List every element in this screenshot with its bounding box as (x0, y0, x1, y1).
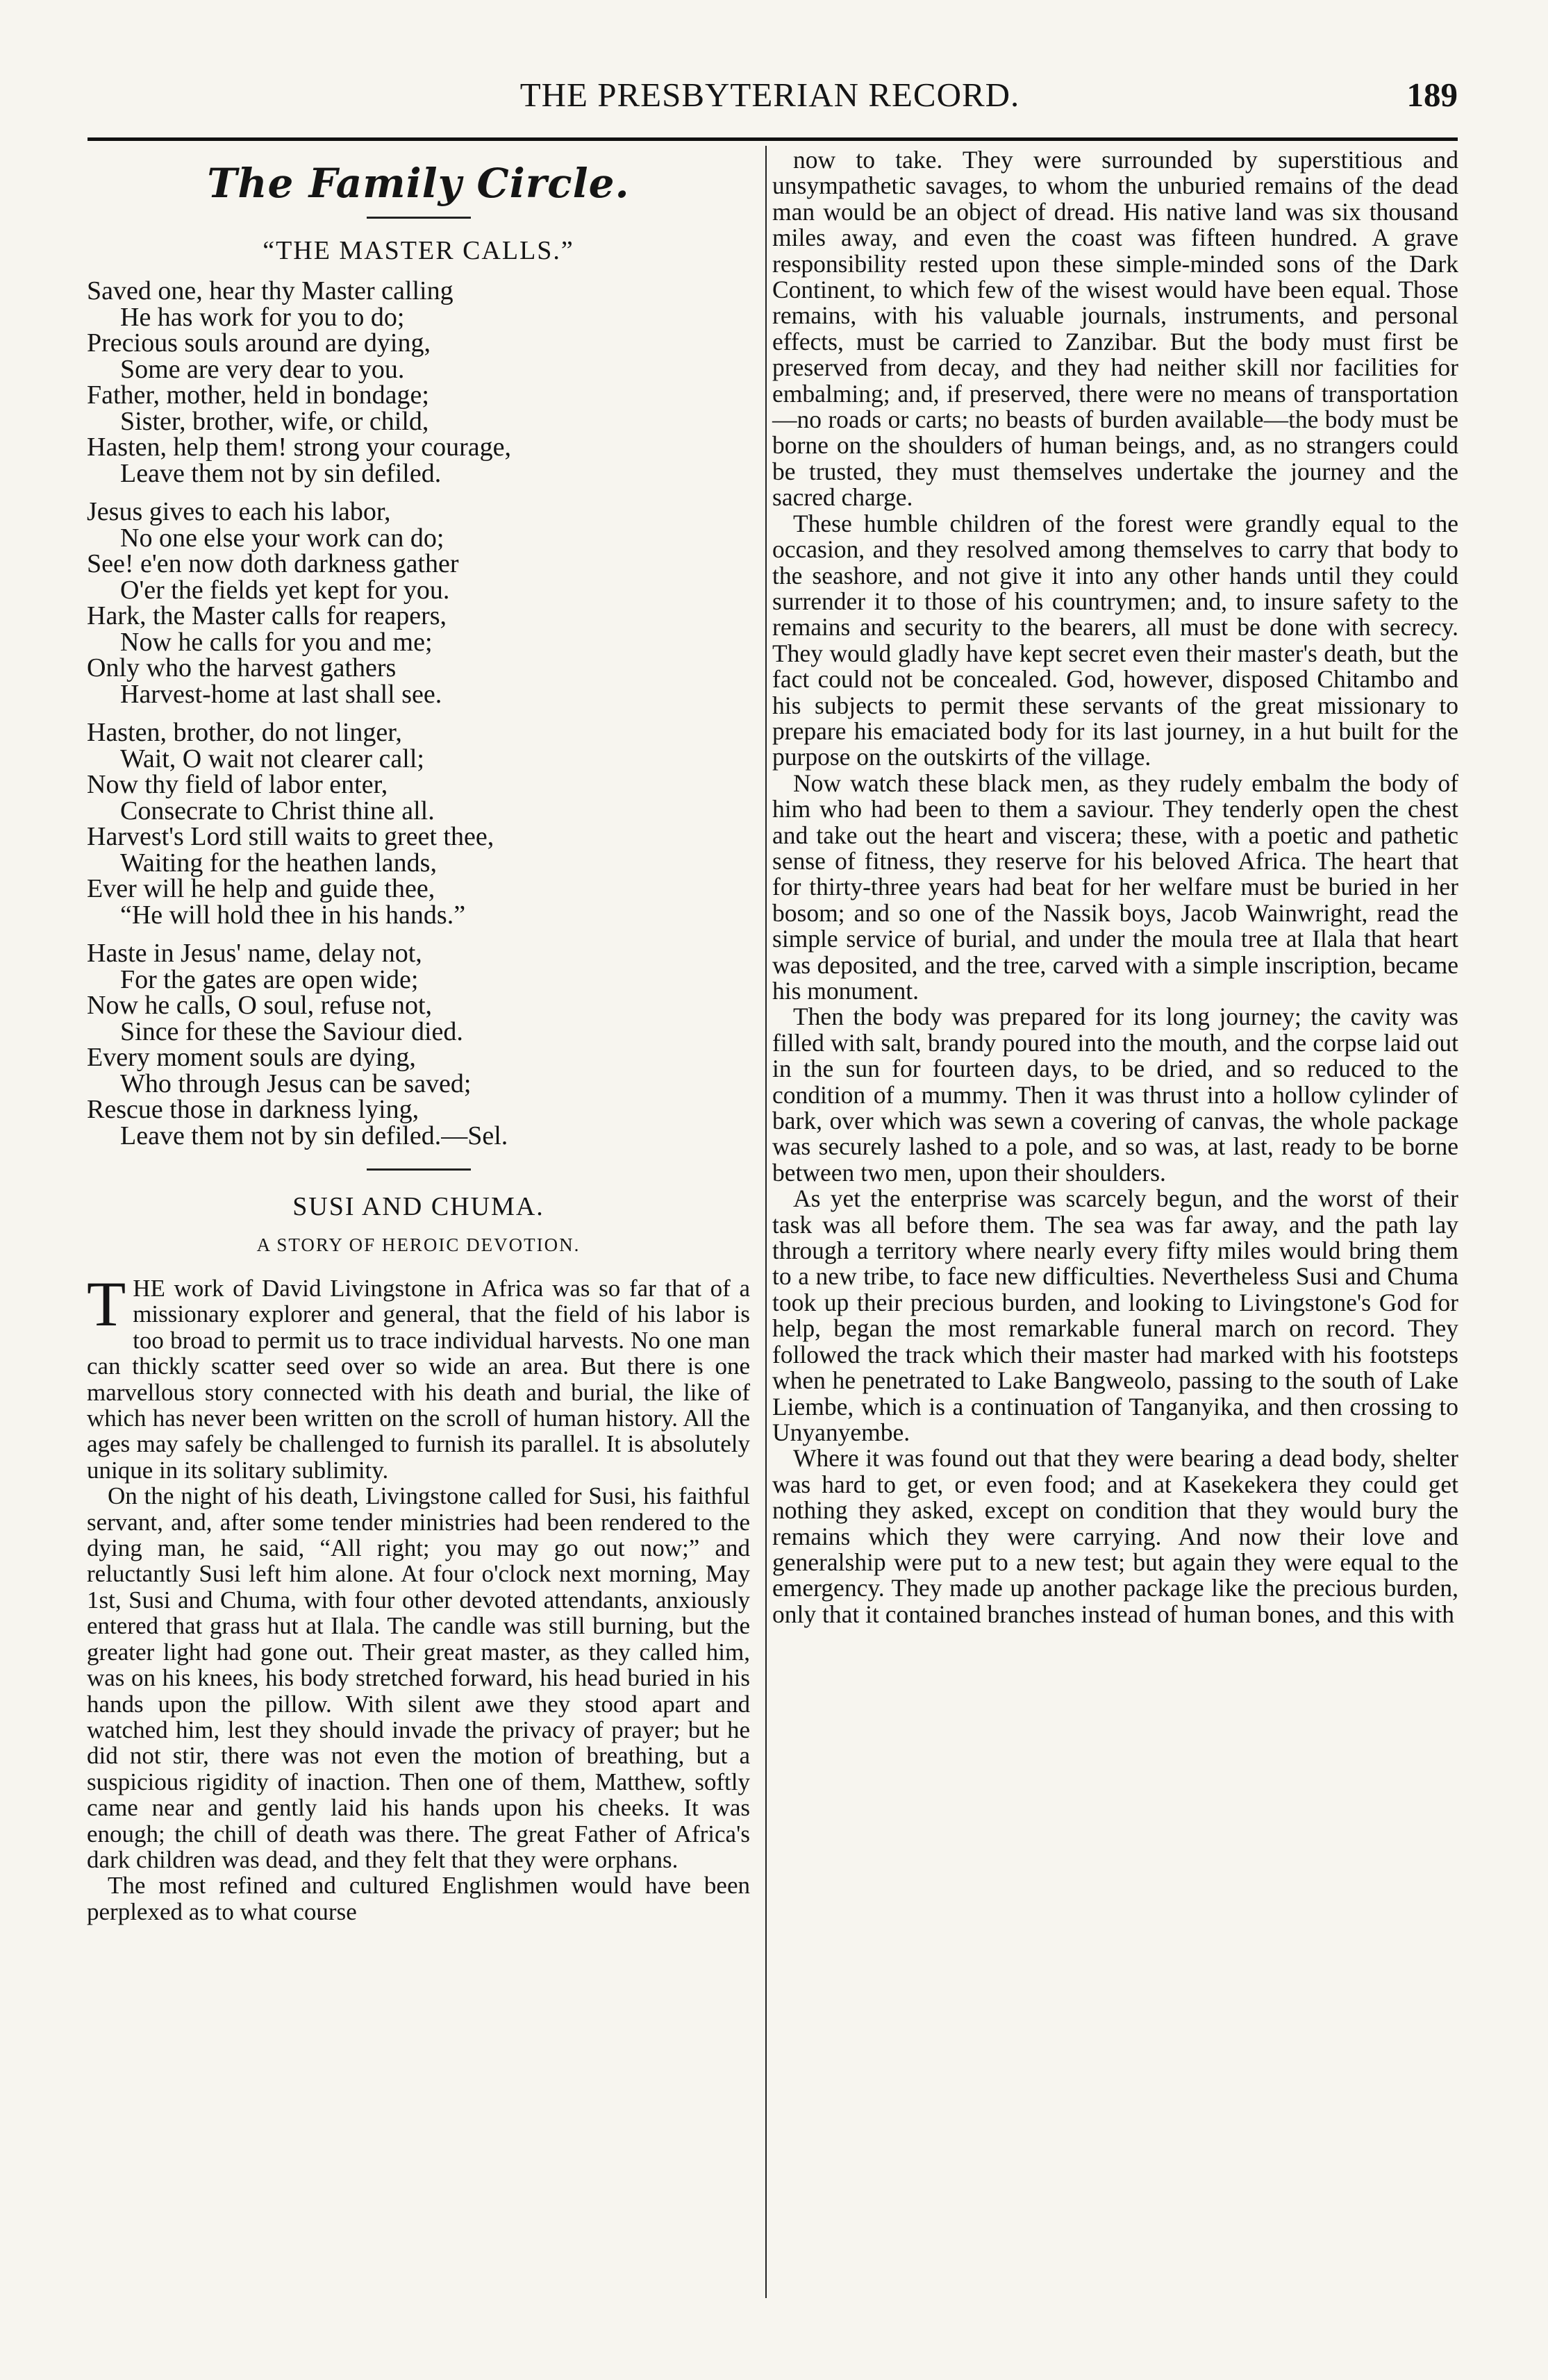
poem-line: Ever will he help and guide thee, (87, 874, 435, 903)
poem-line: Precious souls around are dying, (87, 328, 431, 358)
poem-line: Leave them not by sin defiled.—Sel. (120, 1121, 508, 1150)
column-divider (765, 146, 767, 2298)
poem-line: “He will hold thee in his hands.” (120, 900, 466, 930)
story-paragraph: Where it was found out that they were bearing a dead body, shelter was hard to get, or even food; and at Kasekekera they could get nothing they asked, except on condition that they would bury the remains which they were carrying. And now their love and generalship were put to a new test; but again they were equal to the emergency. They made up another package like the precious burden, only that it contained branches instead of human bones, and this with (772, 1444, 1458, 1628)
story-paragraph: Then the body was prepared for its long journey; the cavity was filled with salt, brandy poured into the mouth, and the corpse laid out in the sun for fourteen days, to be dried, and so reduced to the condition of a mummy. Then it was thrust into a hollow cylinder of bark, over which was sewn a covering of canvas, the whole package was securely lashed to a pole, and so was, at last, ready to be borne between two men, upon their shoulders. (772, 1003, 1458, 1187)
section-heading: The Family Circle. (207, 160, 630, 207)
poem-line: For the gates are open wide; (120, 964, 419, 994)
poem-stanza (87, 720, 750, 928)
left-column (87, 147, 750, 1925)
poem-line: Consecrate to Christ thine all. (120, 796, 435, 826)
poem-stanza (87, 941, 750, 1149)
story-subtitle: A STORY OF HEROIC DEVOTION. (256, 1234, 581, 1255)
poem-line: Every moment souls are dying, (87, 1043, 416, 1072)
poem-line: Now he calls for you and me; (120, 627, 433, 657)
poem-line: Hasten, help them! strong your courage, (87, 433, 511, 462)
poem (87, 278, 750, 1149)
poem-line: Some are very dear to you. (120, 354, 405, 384)
poem-line: Hasten, brother, do not linger, (87, 718, 402, 747)
right-column (772, 147, 1458, 1627)
poem-line: Rescue those in darkness lying, (87, 1095, 419, 1124)
poem-line: Hark, the Master calls for reapers, (87, 601, 447, 630)
poem-line: O'er the fields yet kept for you. (120, 575, 450, 605)
poem-line: Who through Jesus can be saved; (120, 1069, 472, 1098)
journal-title: THE PRESBYTERIAN RECORD. (519, 76, 1020, 114)
poem-stanza (87, 499, 750, 707)
story-paragraph: The most refined and cultured Englishmen would have been perplexed as to what course (87, 1872, 750, 1925)
poem-line: He has work for you to do; (120, 302, 405, 332)
poem-line: Waiting for the heathen lands, (120, 848, 437, 878)
story-paragraph: These humble children of the forest were grandly equal to the occasion, and they resolved among themselves to carry that body to the seashore, and not give it into any other hands until they could surrender it to those of his countrymen; and, to insure safety to the remains and security to the bearers, all must be done with secrecy. They would gladly have kept secret even their master's death, but the fact could not be concealed. God, however, disposed Chitambo and his subjects to permit these servants of the great missionary to prepare his emaciated body for its last journey, in a hut built for the purpose on the outskirts of the village. (772, 509, 1458, 771)
poem-line: Harvest's Lord still waits to greet thee, (87, 822, 494, 851)
story-paragraph: now to take. They were surrounded by superstitious and unsympathetic savages, to whom the unburied remains of the dead man would be an object of dread. His native land was six thousand miles away, and even the coast was fifteen hundred. A grave responsibility rested upon these simple-minded sons of the Dark Continent, to which few of the wisest would have been equal. Those remains, with his valuable journals, instruments, and personal effects, must be carried to Zanzibar. But the body must first be preserved from decay, and they had neither skill nor facilities for embalming; and, if preserved, there were no means of transportation—no roads or carts; no beasts of burden available—the body must be borne on the shoulders of human beings, and, as no strangers could be trusted, they must themselves undertake the journey and the sacred charge. (772, 146, 1458, 512)
poem-line: No one else your work can do; (120, 523, 444, 553)
poem-line: Wait, O wait not clearer call; (120, 744, 424, 773)
poem-line: Since for these the Saviour died. (120, 1016, 463, 1046)
poem-line: Harvest-home at last shall see. (120, 679, 442, 709)
story-paragraph: THE work of David Livingstone in Africa was so far that of a missionary explorer and general, that the field of his labor is too broad to permit us to trace individual harvests. No one man can thickly scatter seed over so wide an area. But there is one marvellous story connected with his death and burial, the like of which has never been written on the scroll of human history. All the ages may safely be challenged to furnish its parallel. It is absolutely unique in its solitary sublimity. (87, 1268, 750, 1484)
header-rule (88, 137, 1458, 141)
section-divider (367, 1168, 471, 1171)
poem-line: Sister, brother, wife, or child, (120, 406, 429, 436)
story-text-left (87, 1268, 750, 1925)
poem-line: Haste in Jesus' name, delay not, (87, 939, 422, 968)
poem-line: Now he calls, O soul, refuse not, (87, 991, 433, 1020)
poem-line: See! e'en now doth darkness gather (87, 549, 459, 578)
poem-stanza (87, 278, 750, 487)
story-paragraph: On the night of his death, Livingstone called for Susi, his faithful servant, and, after some tender ministries had been rendered to the dying man, he said, “All right; you may go out now;” and reluctantly Susi left him alone. At four o'clock next morning, May 1st, Susi and Chuma, with four other devoted attendants, anxiously entered that grass hut at Ilala. The candle was still burning, but the greater light had gone out. Their great master, as they called him, was on his knees, his body stretched forward, his head buried in his hands upon the pillow. With silent awe they stood apart and watched him, lest they should invade the privacy of prayer; but he did not stir, there was not even the motion of breathing, but a suspicious rigidity of inaction. Then one of them, Matthew, softly came near and gently laid his hands upon his cheeks. It was enough; the chill of death was there. The great Father of Africa's dark children was dead, and they felt that they were orphans. (87, 1482, 750, 1873)
poem-line: Father, mother, held in bondage; (87, 380, 429, 410)
poem-line: Saved one, hear thy Master calling (87, 276, 453, 305)
story-text-right (772, 147, 1458, 1627)
poem-title: “THE MASTER CALLS.” (263, 236, 574, 265)
story-paragraph: As yet the enterprise was scarcely begun, and the worst of their task was all before them. The sea was far away, and the path lay through a territory where nearly every fifty miles would bring them to a new tribe, to face new difficulties. Nevertheless Susi and Chuma took up their precious burden, and looking to Livingstone's God for help, began the most remarkable funeral march on record. They followed the track which their master had marked with his footsteps when he penetrated to Lake Bangweolo, passing to the south of Lake Liembe, which is a continuation of Tanganyika, and then crossing to Unyanyembe. (772, 1184, 1458, 1446)
short-rule (367, 217, 471, 219)
poem-line: Only who the harvest gathers (87, 653, 397, 682)
page-number: 189 (1406, 76, 1458, 114)
story-paragraph: Now watch these black men, as they rudely embalm the body of him who had been to them a saviour. They tenderly open the chest and take out the heart and viscera; these, with a poetic and pathetic sense of fitness, they reserve for his beloved Africa. The heart that for thirty-three years had beat for her welfare must be buried in her bosom; and so one of the Nassik boys, Jacob Wainwright, read the simple service of burial, and under the moula tree at Ilala that heart was deposited, and the tree, carved with a simple inscription, became his monument. (772, 769, 1458, 1005)
story-title: SUSI AND CHUMA. (292, 1192, 544, 1221)
running-header (82, 69, 1458, 118)
poem-line: Now thy field of labor enter, (87, 770, 388, 799)
poem-line: Leave them not by sin defiled. (120, 458, 442, 488)
poem-line: Jesus gives to each his labor, (87, 497, 391, 526)
